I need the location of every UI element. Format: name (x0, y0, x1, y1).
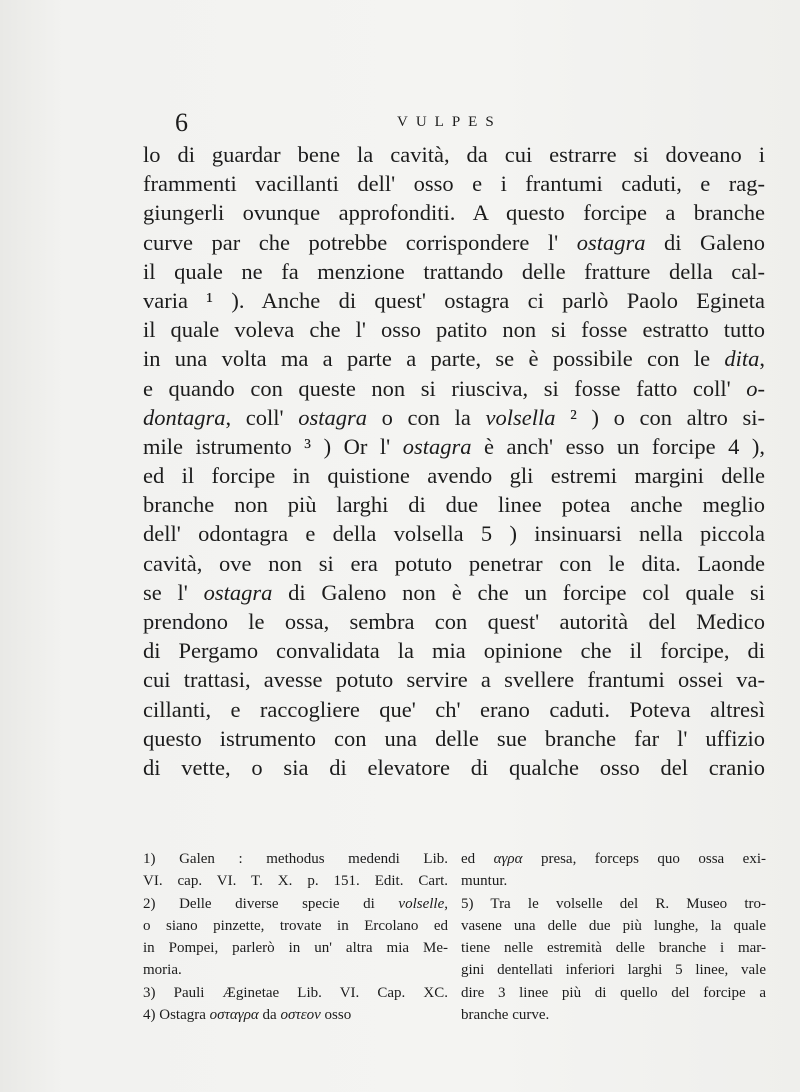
italic-term: ostagra (298, 404, 367, 430)
body-line (143, 344, 765, 373)
footnote-line: in Pompei, parlerò in un' altra mia Me- (143, 940, 448, 957)
italic-term: οστεον (280, 1007, 321, 1024)
footnote-line: moria. (143, 962, 182, 979)
body-line (143, 374, 765, 403)
text-segment: ed (461, 851, 494, 867)
text-segment: mile istrumento ³ ) Or l' (143, 433, 403, 459)
text-segment: , coll' (225, 404, 299, 430)
text-segment: o con la (366, 404, 486, 430)
text-segment: di Galeno non è che un forcipe col quale si (272, 579, 765, 605)
body-line: giungerli ovunque approfonditi. A questo forcipe a branche (143, 200, 765, 226)
italic-term: dita (724, 346, 760, 372)
footnote-line (461, 848, 766, 870)
body-line: frammenti vacillanti dell' osso e i frantumi caduti, e rag- (143, 171, 765, 197)
footnote-line: 5) Tra le volselle del R. Museo tro- (461, 895, 766, 912)
body-text (143, 140, 765, 782)
text-segment: è anch' esso un forcipe 4 ), (471, 433, 765, 459)
body-line: varia ¹ ). Anche di quest' ostagra ci parlò Paolo Egineta (143, 287, 765, 313)
footnote-line: dire 3 linee più di quello del forcipe a (461, 984, 766, 1001)
footnote-line (143, 1004, 448, 1026)
italic-term: volsella (485, 404, 556, 430)
body-line: cavità, ove non si era potuto penetrar con le dita. Laonde (143, 550, 765, 576)
text-segment: e quando con queste non si riusciva, si fosse fatto coll' (143, 375, 747, 401)
body-line: il quale ne fa menzione trattando delle fratture della cal- (143, 258, 765, 284)
body-line (143, 432, 765, 461)
italic-term: ostagra (576, 229, 646, 255)
body-line: di vette, o sia di elevatore di qualche osso del cranio (143, 754, 765, 780)
text-segment: 4) Ostagra (143, 1007, 210, 1024)
footnote-line: o siano pinzette, trovate in Ercolano ed (143, 917, 448, 934)
footnote-line: tiene nelle estremità delle branche i mar- (461, 940, 766, 957)
body-line: di Pergamo convalidata la mia opinione che il forcipe, di (143, 638, 765, 664)
page-number: 6 (175, 108, 188, 137)
footnote-line: muntur. (461, 873, 508, 890)
body-line: branche non più larghi di due linee potea anche meglio (143, 492, 765, 518)
text-segment: in una volta ma a parte a parte, se è possibile con le (143, 346, 725, 372)
footnotes-right-column (461, 848, 766, 1026)
footnote-line: branche curve. (461, 1007, 550, 1024)
footnote-line: 1) Galen : methodus medendi Lib. (143, 851, 448, 867)
body-line: cui trattasi, avesse potuto servire a svellere frantumi ossei va- (143, 667, 765, 693)
body-line: questo istrumento con una delle sue branche far l' uffizio (143, 725, 765, 751)
text-segment: da (258, 1007, 281, 1024)
body-line (143, 578, 765, 607)
text-segment: di Galeno (645, 229, 765, 255)
text-segment: ² ) o con altro si- (555, 404, 765, 430)
italic-term: οσταγρα (209, 1007, 259, 1024)
body-line: cillanti, e raccogliere que' ch' erano caduti. Poteva altresì (143, 696, 765, 722)
italic-term: o- (746, 375, 765, 401)
italic-term: volselle (398, 895, 445, 912)
italic-term: ostagra (203, 579, 273, 605)
body-line: dell' odontagra e della volsella 5 ) insinuarsi nella piccola (143, 521, 765, 547)
text-segment: curve par che potrebbe corrispondere l' (143, 229, 577, 255)
italic-term: dontagra (143, 404, 226, 430)
footnote-line: gini dentellati inferiori larghi 5 linee, vale (461, 962, 766, 979)
body-line: ed il forcipe in quistione avendo gli estremi margini delle (143, 463, 765, 489)
footnote-line: VI. cap. VI. T. X. p. 151. Edit. Cart. (143, 873, 448, 890)
italic-term: ostagra (402, 433, 472, 459)
footnotes-left-column (143, 848, 448, 1026)
page-header (175, 108, 775, 142)
running-head: VULPES (397, 114, 502, 130)
italic-term: αγρα (493, 851, 523, 867)
text-segment: osso (320, 1007, 352, 1024)
text-segment: 2) Delle diverse specie di (143, 895, 399, 912)
body-line: prendono le ossa, sembra con quest' autorità del Medico (143, 609, 765, 634)
footnote-line: 3) Pauli Æginetae Lib. VI. Cap. XC. (143, 984, 448, 1001)
text-segment: presa, forceps quo ossa exi- (522, 851, 766, 867)
text-segment: , (759, 346, 765, 372)
body-line (143, 403, 765, 432)
footnote-line (143, 893, 448, 915)
footnote-line: vasene una delle due più lunghe, la quale (461, 917, 766, 934)
text-segment: se l' (143, 579, 204, 605)
body-line: lo di guardar bene la cavità, da cui estrarre si doveano i (143, 142, 765, 167)
text-segment: , (444, 895, 448, 912)
body-line: il quale voleva che l' osso patito non si fosse estratto tutto (143, 317, 765, 343)
body-line (143, 228, 765, 257)
